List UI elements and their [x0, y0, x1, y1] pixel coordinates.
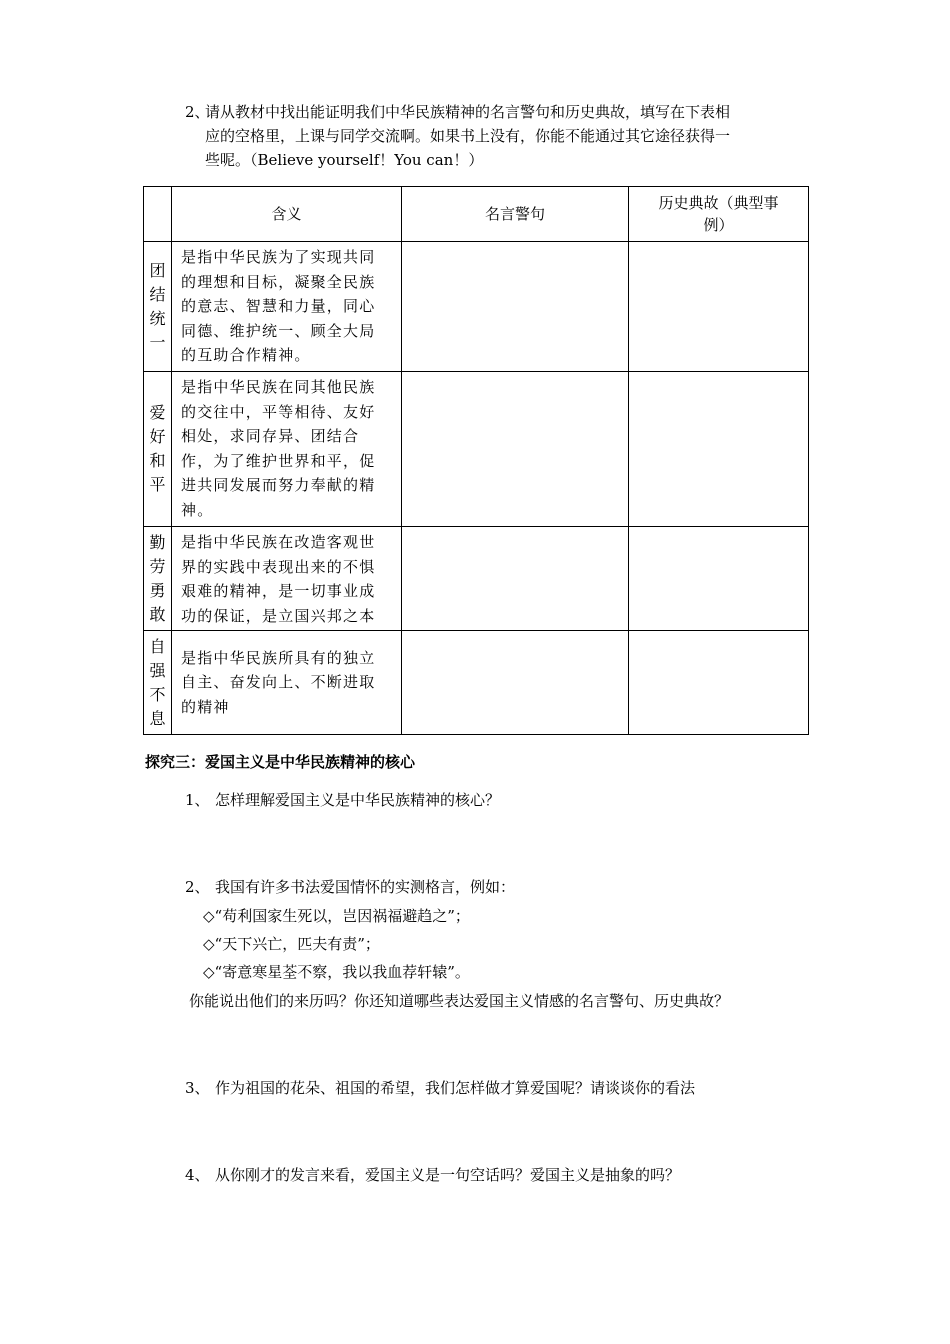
- meaning-line: 作，为了维护世界和平，促: [181, 451, 376, 470]
- meaning-line: 艰难的精神，是一切事业成: [181, 582, 376, 600]
- meaning-line: 同德、维护统一、顾全大局: [181, 321, 376, 340]
- question-number: 3、: [185, 1079, 210, 1097]
- row-label-unity: [144, 242, 172, 372]
- meaning-line: 的精神: [181, 697, 230, 716]
- quotes-cell[interactable]: [402, 242, 629, 372]
- quote-bullet-2: ◇“天下兴亡，匹夫有责”；: [203, 935, 380, 953]
- question-text: 作为祖国的花朵、祖国的希望，我们怎样做才算爱国呢？请谈谈你的看法: [215, 1079, 696, 1097]
- label-char: 息: [149, 708, 166, 728]
- section-heading: 探究三：爱国主义是中华民族精神的核心: [145, 753, 416, 771]
- stories-cell[interactable]: [629, 242, 809, 372]
- question-1: [185, 789, 500, 810]
- label-char: 结: [149, 284, 166, 304]
- label-char: 和: [149, 451, 166, 470]
- label-char: 勤: [149, 532, 166, 552]
- header-stories: [629, 187, 809, 242]
- spirit-table: [143, 186, 809, 735]
- row-label-diligence: [144, 527, 172, 631]
- label-char: 自: [149, 636, 166, 656]
- quotes-cell[interactable]: [402, 372, 629, 527]
- meaning-line: 的理想和目标，凝聚全民族: [181, 272, 376, 291]
- header-quotes: 名言警句: [402, 187, 629, 242]
- intro-line-2: 应的空格里，上课与同学交流啊。如果书上没有，你能不能通过其它途径获得一: [205, 127, 731, 145]
- meaning-line: 功的保证，是立国兴邦之本: [181, 606, 376, 625]
- question-number: 1、: [185, 791, 210, 809]
- meaning-line: 的交往中，平等相待、友好: [181, 402, 376, 421]
- intro-line-1: 请从教材中找出能证明我们中华民族精神的名言警句和历史典故，填写在下表相: [205, 103, 731, 121]
- table-header-row: [144, 187, 809, 242]
- meaning-line: 相处，求同存异、团结合: [181, 427, 360, 445]
- header-blank: [144, 187, 172, 242]
- table-row: [144, 372, 809, 527]
- question-text: 怎样理解爱国主义是中华民族精神的核心？: [215, 791, 501, 809]
- stories-cell[interactable]: [629, 631, 809, 735]
- row-label-self-strengthening: [144, 631, 172, 735]
- question-4: [185, 1164, 680, 1185]
- meaning-cell: [172, 242, 402, 372]
- meaning-line: 是指中华民族在改造客观世: [181, 533, 376, 551]
- quotes-cell[interactable]: [402, 631, 629, 735]
- row-label-peace: [144, 372, 172, 527]
- meaning-line: 界的实践中表现出来的不惧: [181, 557, 376, 576]
- header-meaning: 含义: [172, 187, 402, 242]
- table-row: [144, 242, 809, 372]
- meaning-line: 的意志、智慧和力量，同心: [181, 297, 376, 315]
- meaning-line: 是指中华民族所具有的独立: [181, 648, 376, 667]
- question-2: [185, 876, 515, 897]
- question-2-followup: 你能说出他们的来历吗？你还知道哪些表达爱国主义情感的名言警句、历史典故？: [189, 992, 730, 1010]
- stories-cell[interactable]: [629, 372, 809, 527]
- quotes-cell[interactable]: [402, 527, 629, 631]
- label-char: 敢: [149, 604, 166, 624]
- question-number: 2、: [185, 878, 210, 896]
- label-char: 爱: [149, 403, 166, 422]
- stories-cell[interactable]: [629, 527, 809, 631]
- table-row: [144, 631, 809, 735]
- question-text: 从你刚才的发言来看，爱国主义是一句空话吗？爱国主义是抽象的吗？: [215, 1166, 681, 1184]
- meaning-line: 是指中华民族在同其他民族: [181, 378, 376, 396]
- label-char: 劳: [149, 556, 166, 576]
- quote-bullet-3: ◇“寄意寒星荃不察，我以我血荐轩辕”。: [203, 963, 470, 981]
- label-char: 统: [149, 308, 166, 328]
- meaning-cell: [172, 631, 402, 735]
- meaning-line: 进共同发展而努力奉献的精: [181, 476, 376, 494]
- meaning-line: 是指中华民族为了实现共同: [181, 248, 376, 266]
- label-char: 一: [149, 332, 166, 352]
- header-stories-line-2: 例）: [703, 216, 734, 234]
- question-text: 我国有许多书法爱国情怀的实测格言，例如：: [215, 878, 516, 896]
- label-char: 好: [149, 427, 166, 446]
- meaning-cell: [172, 527, 402, 631]
- meaning-line: 的互助合作精神。: [181, 346, 311, 364]
- header-stories-line-1: 历史典故（典型事: [658, 194, 779, 212]
- intro-line-3: 些呢。（Believe yourself！You can！）: [205, 151, 484, 169]
- question-3: [185, 1077, 695, 1098]
- label-char: 平: [149, 475, 166, 494]
- meaning-line: 自主、奋发向上、不断进取: [181, 673, 376, 692]
- meaning-line: 神。: [181, 500, 214, 519]
- label-char: 强: [149, 660, 166, 680]
- label-char: 不: [149, 684, 166, 704]
- label-char: 勇: [149, 580, 166, 600]
- label-char: 团: [149, 260, 166, 280]
- quote-bullet-1: ◇“苟利国家生死以，岂因祸福避趋之”；: [203, 907, 470, 925]
- table-row: [144, 527, 809, 631]
- question-number: 4、: [185, 1166, 210, 1184]
- intro-number: 2、: [185, 103, 210, 121]
- meaning-cell: [172, 372, 402, 527]
